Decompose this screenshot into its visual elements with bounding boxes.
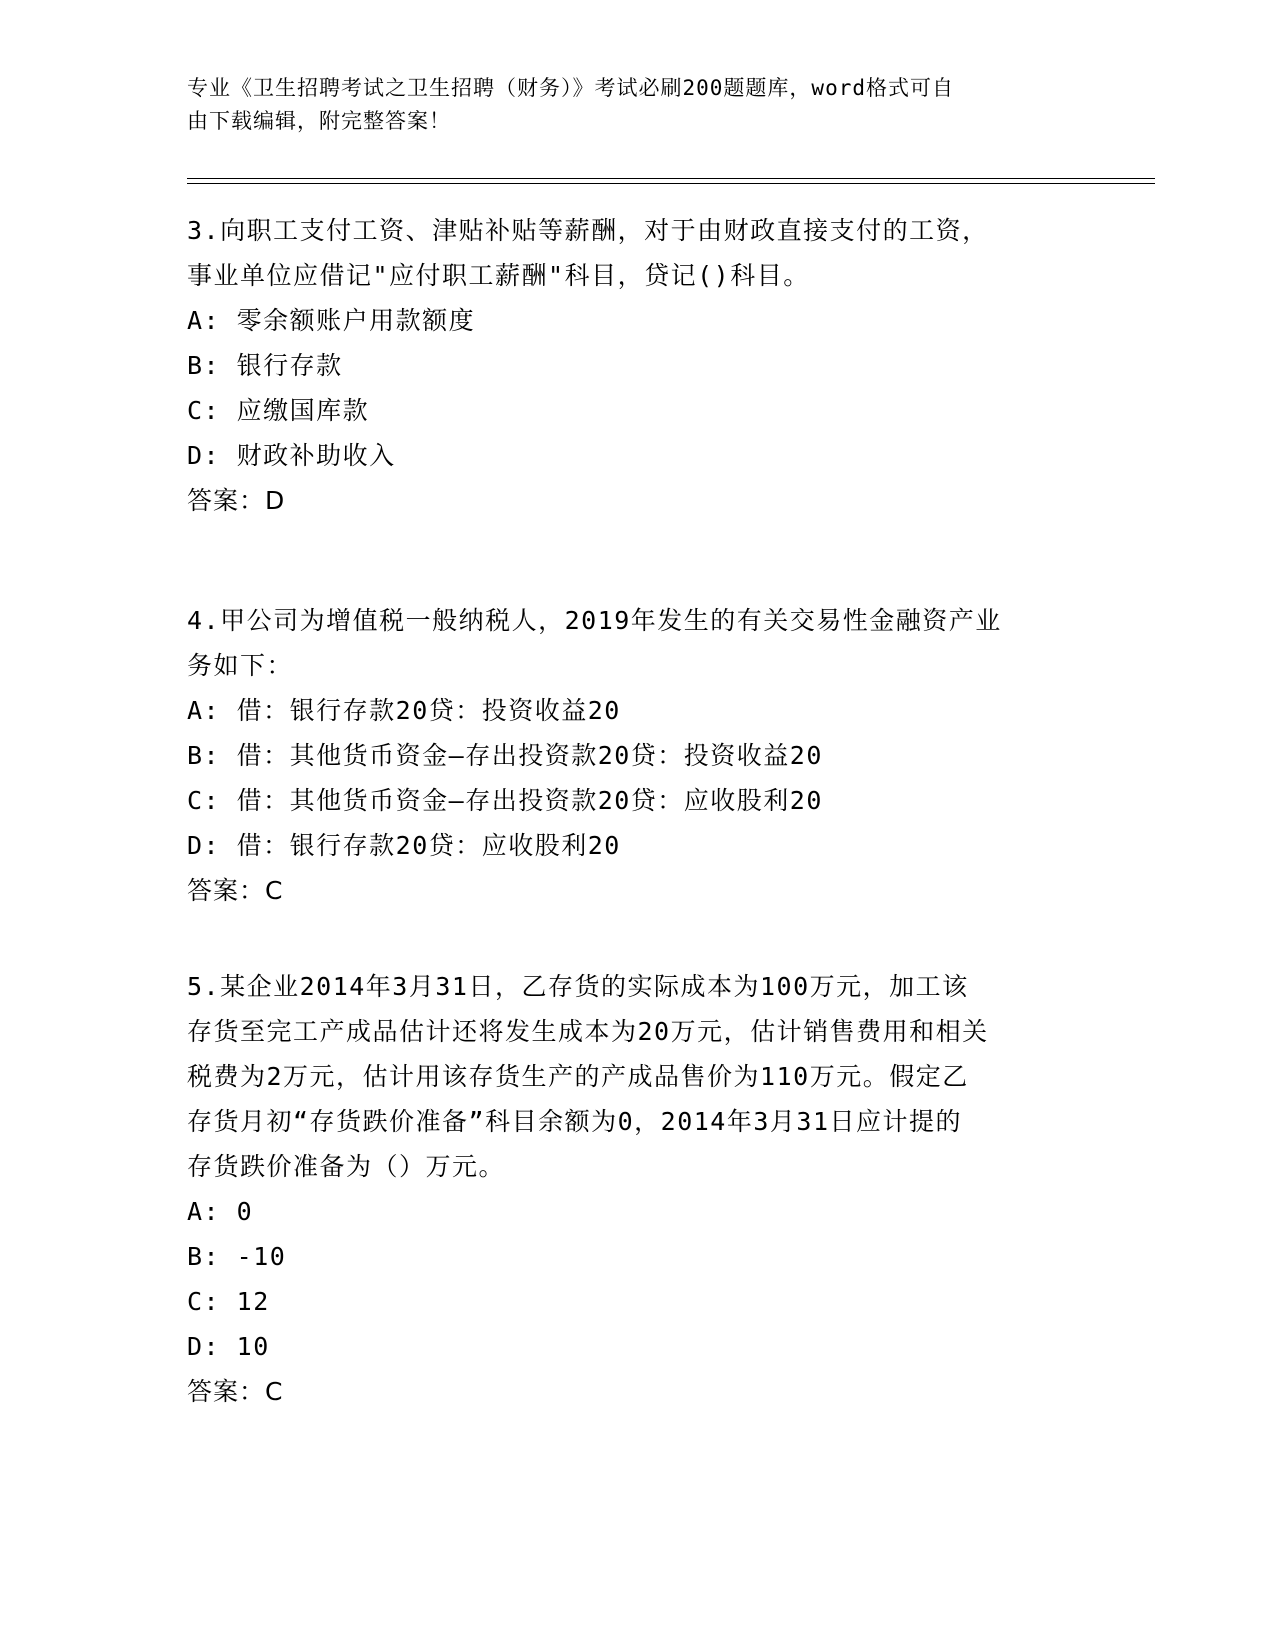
question-stem-line: 存货跌价准备为（）万元。 [187, 1152, 506, 1181]
document-header [187, 72, 1067, 138]
question-stem-line: 存货至完工产成品估计还将发生成本为20万元，估计销售费用和相关 [187, 1017, 989, 1046]
header-divider-bottom [187, 183, 1155, 184]
question-5 [187, 964, 1087, 1414]
option-d: D: 借：银行存款20贷：应收股利20 [187, 831, 621, 860]
question-stem-line: 务如下： [187, 651, 294, 680]
header-line-2: 由下载编辑，附完整答案！ [187, 109, 451, 133]
answer: 答案：D [187, 486, 286, 515]
question-4 [187, 598, 1087, 913]
question-stem-line: 4.甲公司为增值税一般纳税人，2019年发生的有关交易性金融资产业 [187, 606, 1002, 635]
option-a: A: 零余额账户用款额度 [187, 306, 476, 335]
answer: 答案：C [187, 1377, 284, 1406]
question-stem-line: 税费为2万元，估计用该存货生产的产成品售价为110万元。假定乙 [187, 1062, 969, 1091]
option-c: C: 借：其他货币资金—存出投资款20贷：应收股利20 [187, 786, 823, 815]
question-stem-line: 存货月初“存货跌价准备”科目余额为0，2014年3月31日应计提的 [187, 1107, 963, 1136]
option-c: C: 应缴国库款 [187, 396, 370, 425]
option-b: B: -10 [187, 1242, 287, 1271]
option-d: D: 10 [187, 1332, 270, 1361]
option-b: B: 银行存款 [187, 351, 343, 380]
option-b: B: 借：其他货币资金—存出投资款20贷：投资收益20 [187, 741, 823, 770]
header-divider-top [187, 178, 1155, 179]
header-line-1: 专业《卫生招聘考试之卫生招聘（财务）》考试必刷200题题库，word格式可自 [187, 76, 954, 100]
question-stem-line: 5.某企业2014年3月31日，乙存货的实际成本为100万元，加工该 [187, 972, 969, 1001]
question-stem-line: 3.向职工支付工资、津贴补贴等薪酬，对于由财政直接支付的工资， [187, 216, 989, 245]
option-a: A: 借：银行存款20贷：投资收益20 [187, 696, 621, 725]
question-stem-line: 事业单位应借记"应付职工薪酬"科目，贷记()科目。 [187, 261, 810, 290]
answer: 答案：C [187, 876, 284, 905]
option-c: C: 12 [187, 1287, 270, 1316]
option-a: A: 0 [187, 1197, 254, 1226]
option-d: D: 财政补助收入 [187, 441, 396, 470]
question-3 [187, 208, 1087, 523]
